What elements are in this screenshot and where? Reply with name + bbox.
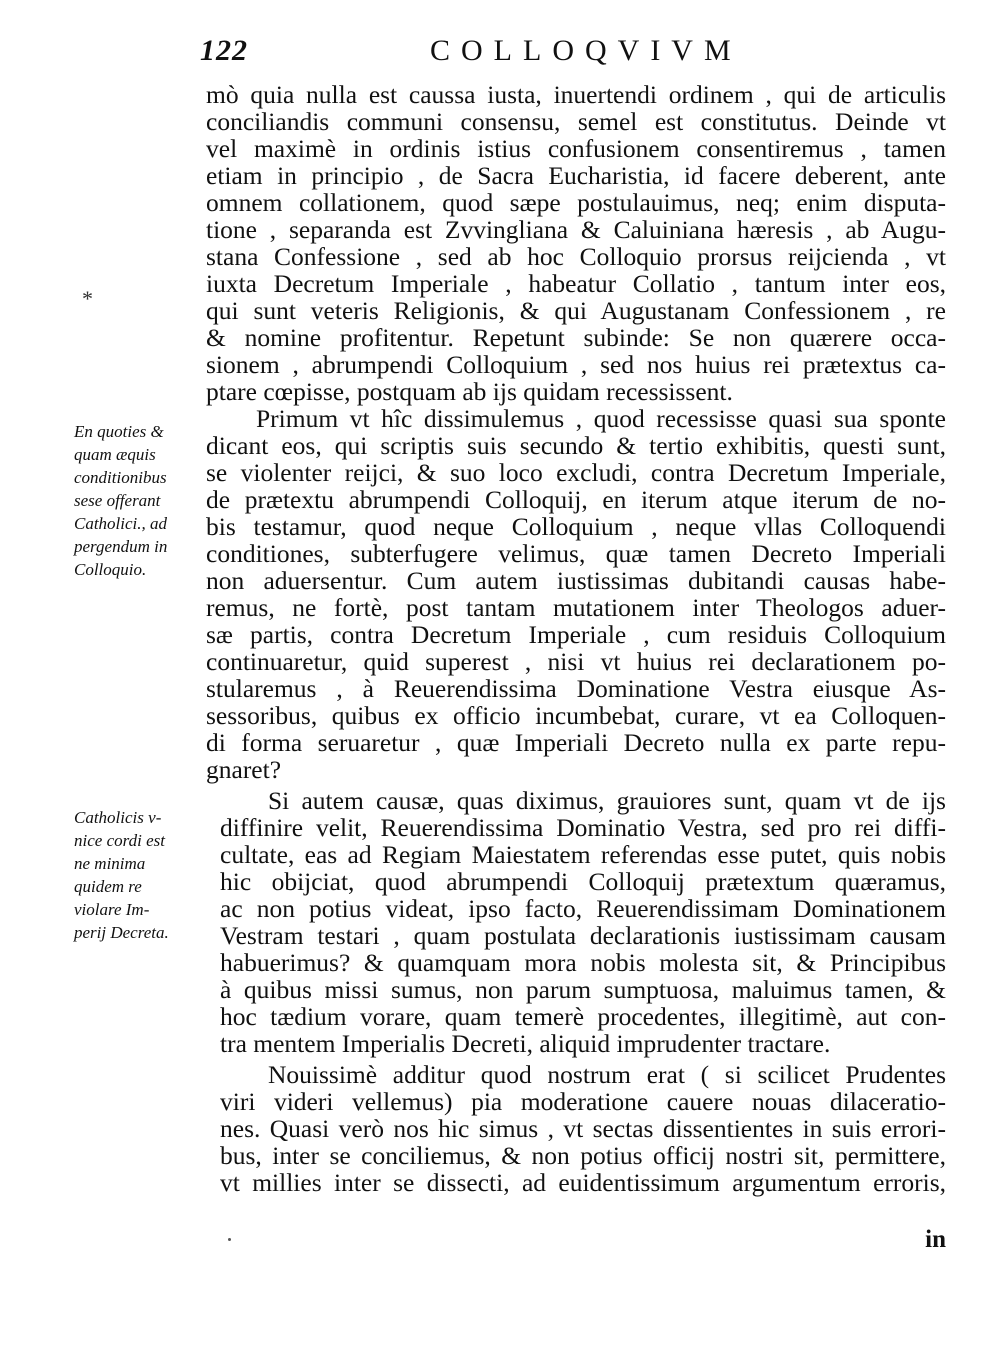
side-note-line: ne minima [74,854,146,873]
catchword: in [925,1226,946,1253]
side-note-line: Colloquio. [74,560,147,579]
text-line: bis testamur, quod neque Colloquium , neque vllas Colloquendi [206,512,946,541]
side-note-line: pergendum in [74,537,168,556]
side-note-line: conditionibus [74,468,167,487]
text-line: ptare cœpisse, postquam ab ijs quidam recessissent. [206,377,733,406]
text-line: ac non potius videat, ipso facto, Reuerendissimam Dominationem [220,894,946,923]
side-note-line: Catholici., ad [74,514,168,533]
text-line: tra mentem Imperialis Decreti, aliquid imprudenter tractare. [220,1029,831,1058]
text-line: Primum vt hîc dissimulemus , quod recessisse quasi sua sponte [256,404,946,433]
side-note [74,806,208,944]
body-text [206,81,946,1196]
text-line: de prætextu abrumpendi Colloquij, en iterum atque iterum de no- [206,485,946,514]
text-line: bus, inter se conciliemus, & non potius officij nostri sit, permittere, [220,1141,946,1170]
text-line: vt millies inter se dissecti, ad euidentissimum argumentum erroris, [220,1168,946,1197]
text-line: Nouissimè additur quod nostrum erat ( si scilicet Prudentes [268,1060,946,1089]
paragraph [206,405,946,783]
text-line: se violenter reijci, & suo loco excludi, contra Decretum Imperiale, [206,458,946,487]
text-line: qui sunt veteris Religionis, & qui Augustanam Confessionem , re [206,296,946,325]
text-line: viri videri vellemus) pia moderatione cauere nouas dilaceratio- [220,1087,946,1116]
side-note [74,420,208,581]
text-line: sæ partis, contra Decretum Imperiale , cum residuis Colloquium [206,620,946,649]
print-speck [228,1238,231,1241]
text-line: Si autem causæ, quas diximus, grauiores sunt, quam vt de ijs [268,786,946,815]
paragraph [206,1061,946,1196]
text-line: cultate, eas ad Regiam Maiestatem referendas esse putet, quis nobis [220,840,946,869]
side-note-line: violare Im- [74,900,150,919]
text-line: hoc tædium vorare, quam temerè procedentes, illegitimè, aut con- [220,1002,946,1031]
text-line: habuerimus? & quamquam mora nobis molesta sit, & Principibus [220,948,946,977]
text-line: Vestram testari , quam postulata declarationis iustissimam causam [220,921,946,950]
text-line: diffinire velit, Reuerendissima Dominatio Vestra, sed pro rei diffi- [220,813,946,842]
text-line: nes. Quasi verò nos hic simus , vt sectas dissentientes in suis errori- [220,1114,946,1143]
text-line: conciliandis communi consensu, semel est constitutus. Deinde vt [206,107,946,136]
text-line: & nomine profitentur. Repetunt subinde: Se non quærere occa- [206,323,946,352]
page-number: 122 [200,34,248,67]
side-note-line: nice cordi est [74,831,165,850]
side-note-line: Catholicis v- [74,808,162,827]
side-note-line: sese offerant [74,491,161,510]
page-header [200,34,960,74]
side-note-line: quidem re [74,877,142,896]
text-line: iuxta Decretum Imperiale , habeatur Collatio , tantum inter eos, [206,269,946,298]
text-line: gnaret? [206,755,282,784]
text-line: vel maximè in ordinis istius confusionem consentiremus , tamen [206,134,946,163]
side-note-line: En quoties & [74,422,164,441]
text-line: dicant eos, qui scriptis suis secundo & tertio exhibitis, questi sunt, [206,431,946,460]
text-line: sionem , abrumpendi Colloquium , sed nos huius rei prætextus ca- [206,350,946,379]
text-line: non aduersentur. Cum autem iustissimas dubitandi causas habe- [206,566,946,595]
side-note-line: perij Decreta. [74,923,169,942]
text-line: sessoribus, quibus ex officio incumbebat, curare, vt ea Colloquen- [206,701,946,730]
text-line: omnem collationem, quod sæpe postulauimus, neq; enim disputa- [206,188,946,217]
text-line: di forma seruaretur , quæ Imperiali Decreto nulla ex parte repu- [206,728,946,757]
text-line: stularemus , à Reuerendissima Dominatione Vestra eiusque As- [206,674,946,703]
text-line: mò quia nulla est caussa iusta, inuertendi ordinem , qui de articulis [206,80,946,109]
paragraph [206,787,946,1057]
text-line: hic obijciat, quod abrumpendi Colloquij prætextum quæramus, [220,867,946,896]
text-line: remus, ne fortè, post tantam mutationem inter Theologos aduer- [206,593,946,622]
text-line: à quibus missi sumus, non parum sumptuosa, maluimus tamen, & [220,975,946,1004]
text-line: tione , separanda est Zvvingliana & Caluiniana hæresis , ab Augu- [206,215,946,244]
margin-asterisk-marker: * [82,286,93,311]
text-line: continuaretur, quid superest , nisi vt huius rei declarationem po- [206,647,946,676]
text-line: stana Confessione , sed ab hoc Colloquio prorsus reijcienda , vt [206,242,946,271]
text-line: etiam in principio , de Sacra Eucharistia, id facere deberent, ante [206,161,946,190]
side-note-line: quam æquis [74,445,156,464]
running-head: COLLOQVIVM [430,34,742,67]
paragraph [206,81,946,405]
text-line: conditiones, subterfugere velimus, quæ tamen Decreto Imperiali [206,539,946,568]
